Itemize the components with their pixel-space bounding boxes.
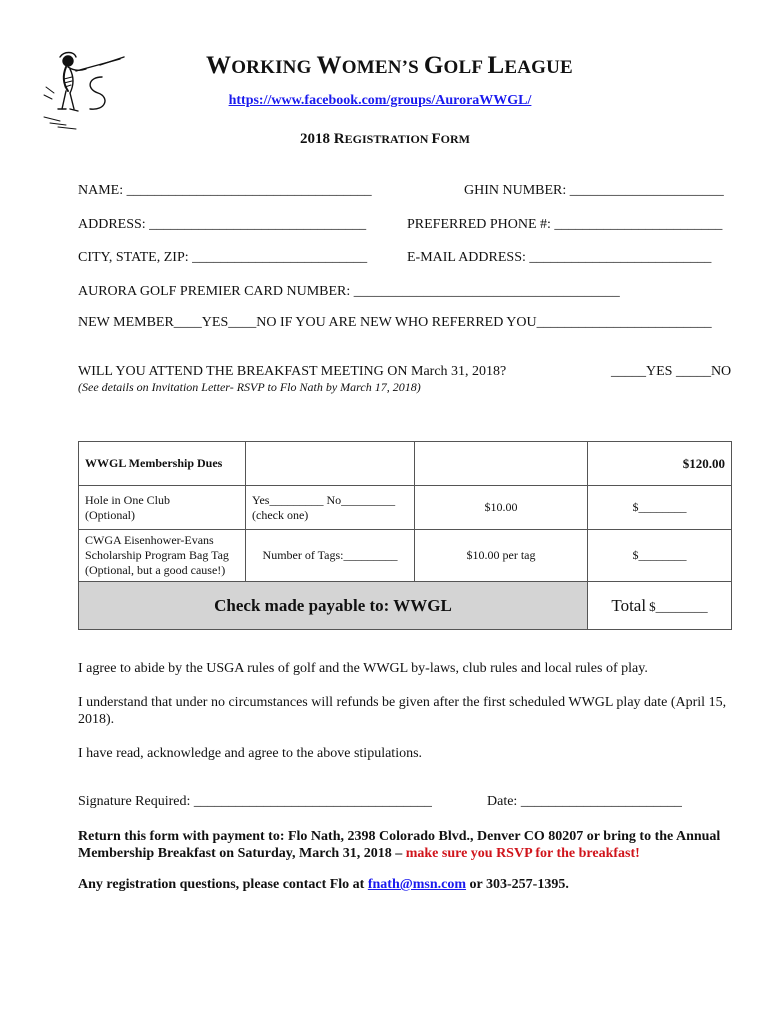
cwga-amount[interactable]: $________ — [588, 530, 732, 582]
dues-table — [78, 441, 732, 630]
new-member-field[interactable]: NEW MEMBER____YES____NO IF YOU ARE NEW WHO REFERRED YOU_________________________ — [78, 315, 712, 330]
facebook-link[interactable]: https://www.facebook.com/groups/AuroraWWGL/ — [228, 93, 532, 108]
breakfast-yes-no[interactable]: _____YES _____NO — [611, 364, 732, 379]
return-instructions: Return this form with payment to: Flo Nath, 2398 Colorado Blvd., Denver CO 80207 or bring to the Annual Membership Breakfast on Saturday, March 31, 2018 – make sure you RSVP for the breakfast! — [78, 829, 721, 861]
cwga-price: $10.00 per tag — [415, 530, 588, 582]
email-field[interactable]: E-MAIL ADDRESS: __________________________ — [407, 250, 712, 265]
membership-amount: $120.00 — [588, 442, 732, 486]
contact-email-link[interactable]: fnath@msn.com — [367, 877, 467, 892]
breakfast-question: WILL YOU ATTEND THE BREAKFAST MEETING ON March 31, 2018? — [78, 364, 507, 379]
membership-label: WWGL Membership Dues — [79, 442, 246, 486]
phone-field[interactable]: PREFERRED PHONE #: ________________________ — [407, 217, 723, 232]
hole-in-one-amount[interactable]: $________ — [588, 486, 732, 530]
agreement-refunds: I understand that under no circumstances will refunds be given after the first scheduled WWGL play date (April 15, 2018). — [78, 695, 727, 727]
city-state-zip-field[interactable]: CITY, STATE, ZIP: _________________________ — [78, 250, 368, 265]
cwga-label: CWGA Eisenhower-Evans Scholarship Program Bag Tag (Optional, but a good cause!) — [79, 530, 246, 582]
name-field[interactable]: NAME: ___________________________________ — [78, 183, 372, 198]
signature-field[interactable]: Signature Required: __________________________________ — [78, 794, 432, 809]
agreement-acknowledge: I have read, acknowledge and agree to the above stipulations. — [78, 746, 423, 761]
payable-note: Check made payable to: WWGL — [79, 582, 588, 630]
contact-info: Any registration questions, please contact Flo at fnath@msn.com or 303-257-1395. — [78, 877, 569, 892]
date-field[interactable]: Date: _______________________ — [487, 794, 682, 809]
address-field[interactable]: ADDRESS: _______________________________ — [78, 217, 367, 232]
hole-in-one-price: $10.00 — [415, 486, 588, 530]
golfer-logo-icon — [40, 47, 130, 131]
cwga-tags-field[interactable]: Number of Tags:_________ — [246, 530, 415, 582]
table-row — [79, 486, 732, 530]
table-row — [79, 582, 732, 630]
hole-in-one-label: Hole in One Club (Optional) — [79, 486, 246, 530]
total-cell[interactable]: Total $________ — [588, 582, 732, 630]
table-row — [79, 442, 732, 486]
ghin-field[interactable]: GHIN NUMBER: ______________________ — [464, 183, 724, 198]
page-title: WORKING WOMEN’S GOLF LEAGUE — [206, 52, 573, 79]
form-title: 2018 REGISTRATION FORM — [300, 131, 470, 147]
rsvp-reminder: make sure you RSVP for the breakfast! — [405, 846, 640, 861]
premier-card-field[interactable]: AURORA GOLF PREMIER CARD NUMBER: ______________________________________ — [78, 284, 620, 299]
breakfast-note: (See details on Invitation Letter- RSVP to Flo Nath by March 17, 2018) — [78, 380, 421, 394]
table-row — [79, 530, 732, 582]
agreement-rules: I agree to abide by the USGA rules of golf and the WWGL by-laws, club rules and local rules of play. — [78, 661, 648, 676]
hole-in-one-choice[interactable]: Yes_________ No_________ (check one) — [246, 486, 415, 530]
